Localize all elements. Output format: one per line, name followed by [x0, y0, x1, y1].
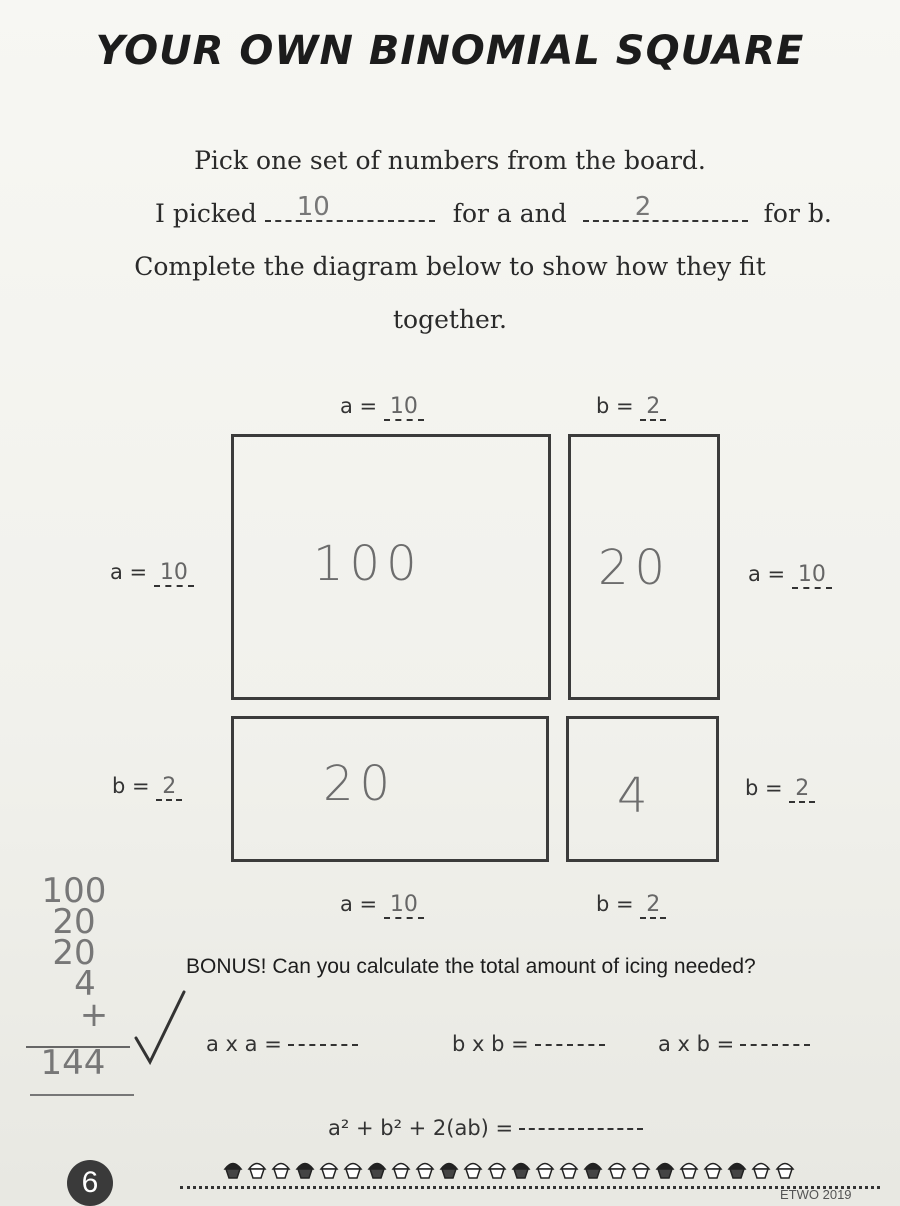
cupcake-icon: [534, 1158, 556, 1180]
a-value-blank: [265, 192, 435, 222]
cupcake-icon: [222, 1158, 244, 1180]
cell-aa-value: 100: [313, 536, 423, 592]
cupcake-icon: [270, 1158, 292, 1180]
top-a-label: [340, 394, 424, 421]
bxb-equation: [452, 1032, 605, 1056]
instruction-line-1: Pick one set of numbers from the board.: [194, 146, 706, 175]
right-b-label: [745, 776, 815, 803]
sum-line: 20: [52, 933, 96, 973]
sum-total: 144: [40, 1043, 106, 1083]
axa-blank: [288, 1044, 358, 1046]
axa-label: a x a =: [206, 1032, 282, 1056]
page-number: 6: [67, 1160, 113, 1206]
margin-sum: [34, 871, 114, 1035]
b-value-blank: [583, 192, 748, 222]
bottom-b-value: 2: [640, 892, 666, 919]
cupcake-icon: [246, 1158, 268, 1180]
cupcake-icon: [510, 1158, 532, 1180]
top-b-label: [596, 394, 666, 421]
bottom-a-label: [340, 892, 424, 919]
top-a-value: 10: [384, 394, 424, 421]
cupcake-icon: [342, 1158, 364, 1180]
cell-bb-value: 4: [617, 768, 654, 824]
left-b-value: 2: [156, 774, 182, 801]
bottom-b-label: [596, 892, 666, 919]
for-a-text: for a and: [452, 199, 567, 228]
cupcake-icon: [390, 1158, 412, 1180]
cupcake-icon: [558, 1158, 580, 1180]
left-a-label-text: a =: [110, 560, 148, 584]
sum-line: 20: [52, 902, 96, 942]
a-value: 10: [296, 192, 330, 222]
cupcake-icon: [486, 1158, 508, 1180]
cell-ab-bottom-value: 20: [323, 756, 397, 812]
sum-line: 100: [41, 871, 107, 911]
top-b-label-text: b =: [596, 394, 634, 418]
sum-line: +: [79, 995, 109, 1035]
bottom-b-label-text: b =: [596, 892, 634, 916]
right-b-value: 2: [789, 776, 815, 803]
cupcake-icon: [702, 1158, 724, 1180]
top-a-label-text: a =: [340, 394, 378, 418]
for-b-text: for b.: [763, 199, 832, 228]
bottom-a-value: 10: [384, 892, 424, 919]
cupcake-icon: [438, 1158, 460, 1180]
cupcake-icon: [366, 1158, 388, 1180]
sum-underline-2: [30, 1094, 134, 1096]
axa-equation: [206, 1032, 358, 1056]
right-a-label: [748, 562, 832, 589]
axb-blank: [740, 1044, 810, 1046]
top-b-value: 2: [640, 394, 666, 421]
b-value: 2: [634, 192, 652, 222]
cupcake-icon: [606, 1158, 628, 1180]
cell-ab-top-value: 20: [598, 540, 672, 596]
bottom-a-label-text: a =: [340, 892, 378, 916]
sum-line: 4: [74, 964, 96, 1004]
cupcake-icon: [294, 1158, 316, 1180]
cupcake-icon: [414, 1158, 436, 1180]
left-b-label-text: b =: [112, 774, 150, 798]
cupcake-icon: [750, 1158, 772, 1180]
instruction-picked-line: [155, 192, 832, 228]
dotted-divider: [180, 1186, 880, 1189]
cupcake-icon: [630, 1158, 652, 1180]
picked-prefix: I picked: [155, 199, 257, 228]
formula-blank: [519, 1128, 643, 1130]
cupcake-icon: [774, 1158, 796, 1180]
cupcake-icon: [582, 1158, 604, 1180]
bxb-blank: [535, 1044, 605, 1046]
page-title: YOUR OWN BINOMIAL SQUARE: [95, 28, 805, 74]
left-a-value: 10: [154, 560, 194, 587]
axb-label: a x b =: [658, 1032, 735, 1056]
cupcake-icon: [654, 1158, 676, 1180]
left-b-label: [112, 774, 182, 801]
cupcake-icon: [462, 1158, 484, 1180]
formula-label: a² + b² + 2(ab) =: [328, 1116, 514, 1140]
instruction-line-3: Complete the diagram below to show how they fit: [134, 252, 766, 281]
checkmark-icon: [132, 988, 192, 1068]
right-a-label-text: a =: [748, 562, 786, 586]
bxb-label: b x b =: [452, 1032, 529, 1056]
left-a-label: [110, 560, 194, 587]
footer-text: ETWO 2019: [780, 1187, 852, 1202]
cupcake-icon: [318, 1158, 340, 1180]
instruction-line-4: together.: [393, 305, 507, 334]
right-a-value: 10: [792, 562, 832, 589]
cupcake-icon: [678, 1158, 700, 1180]
bonus-question: BONUS! Can you calculate the total amount of icing needed?: [186, 955, 756, 978]
axb-equation: [658, 1032, 810, 1056]
cupcake-icon: [726, 1158, 748, 1180]
right-b-label-text: b =: [745, 776, 783, 800]
formula-equation: [328, 1116, 643, 1140]
